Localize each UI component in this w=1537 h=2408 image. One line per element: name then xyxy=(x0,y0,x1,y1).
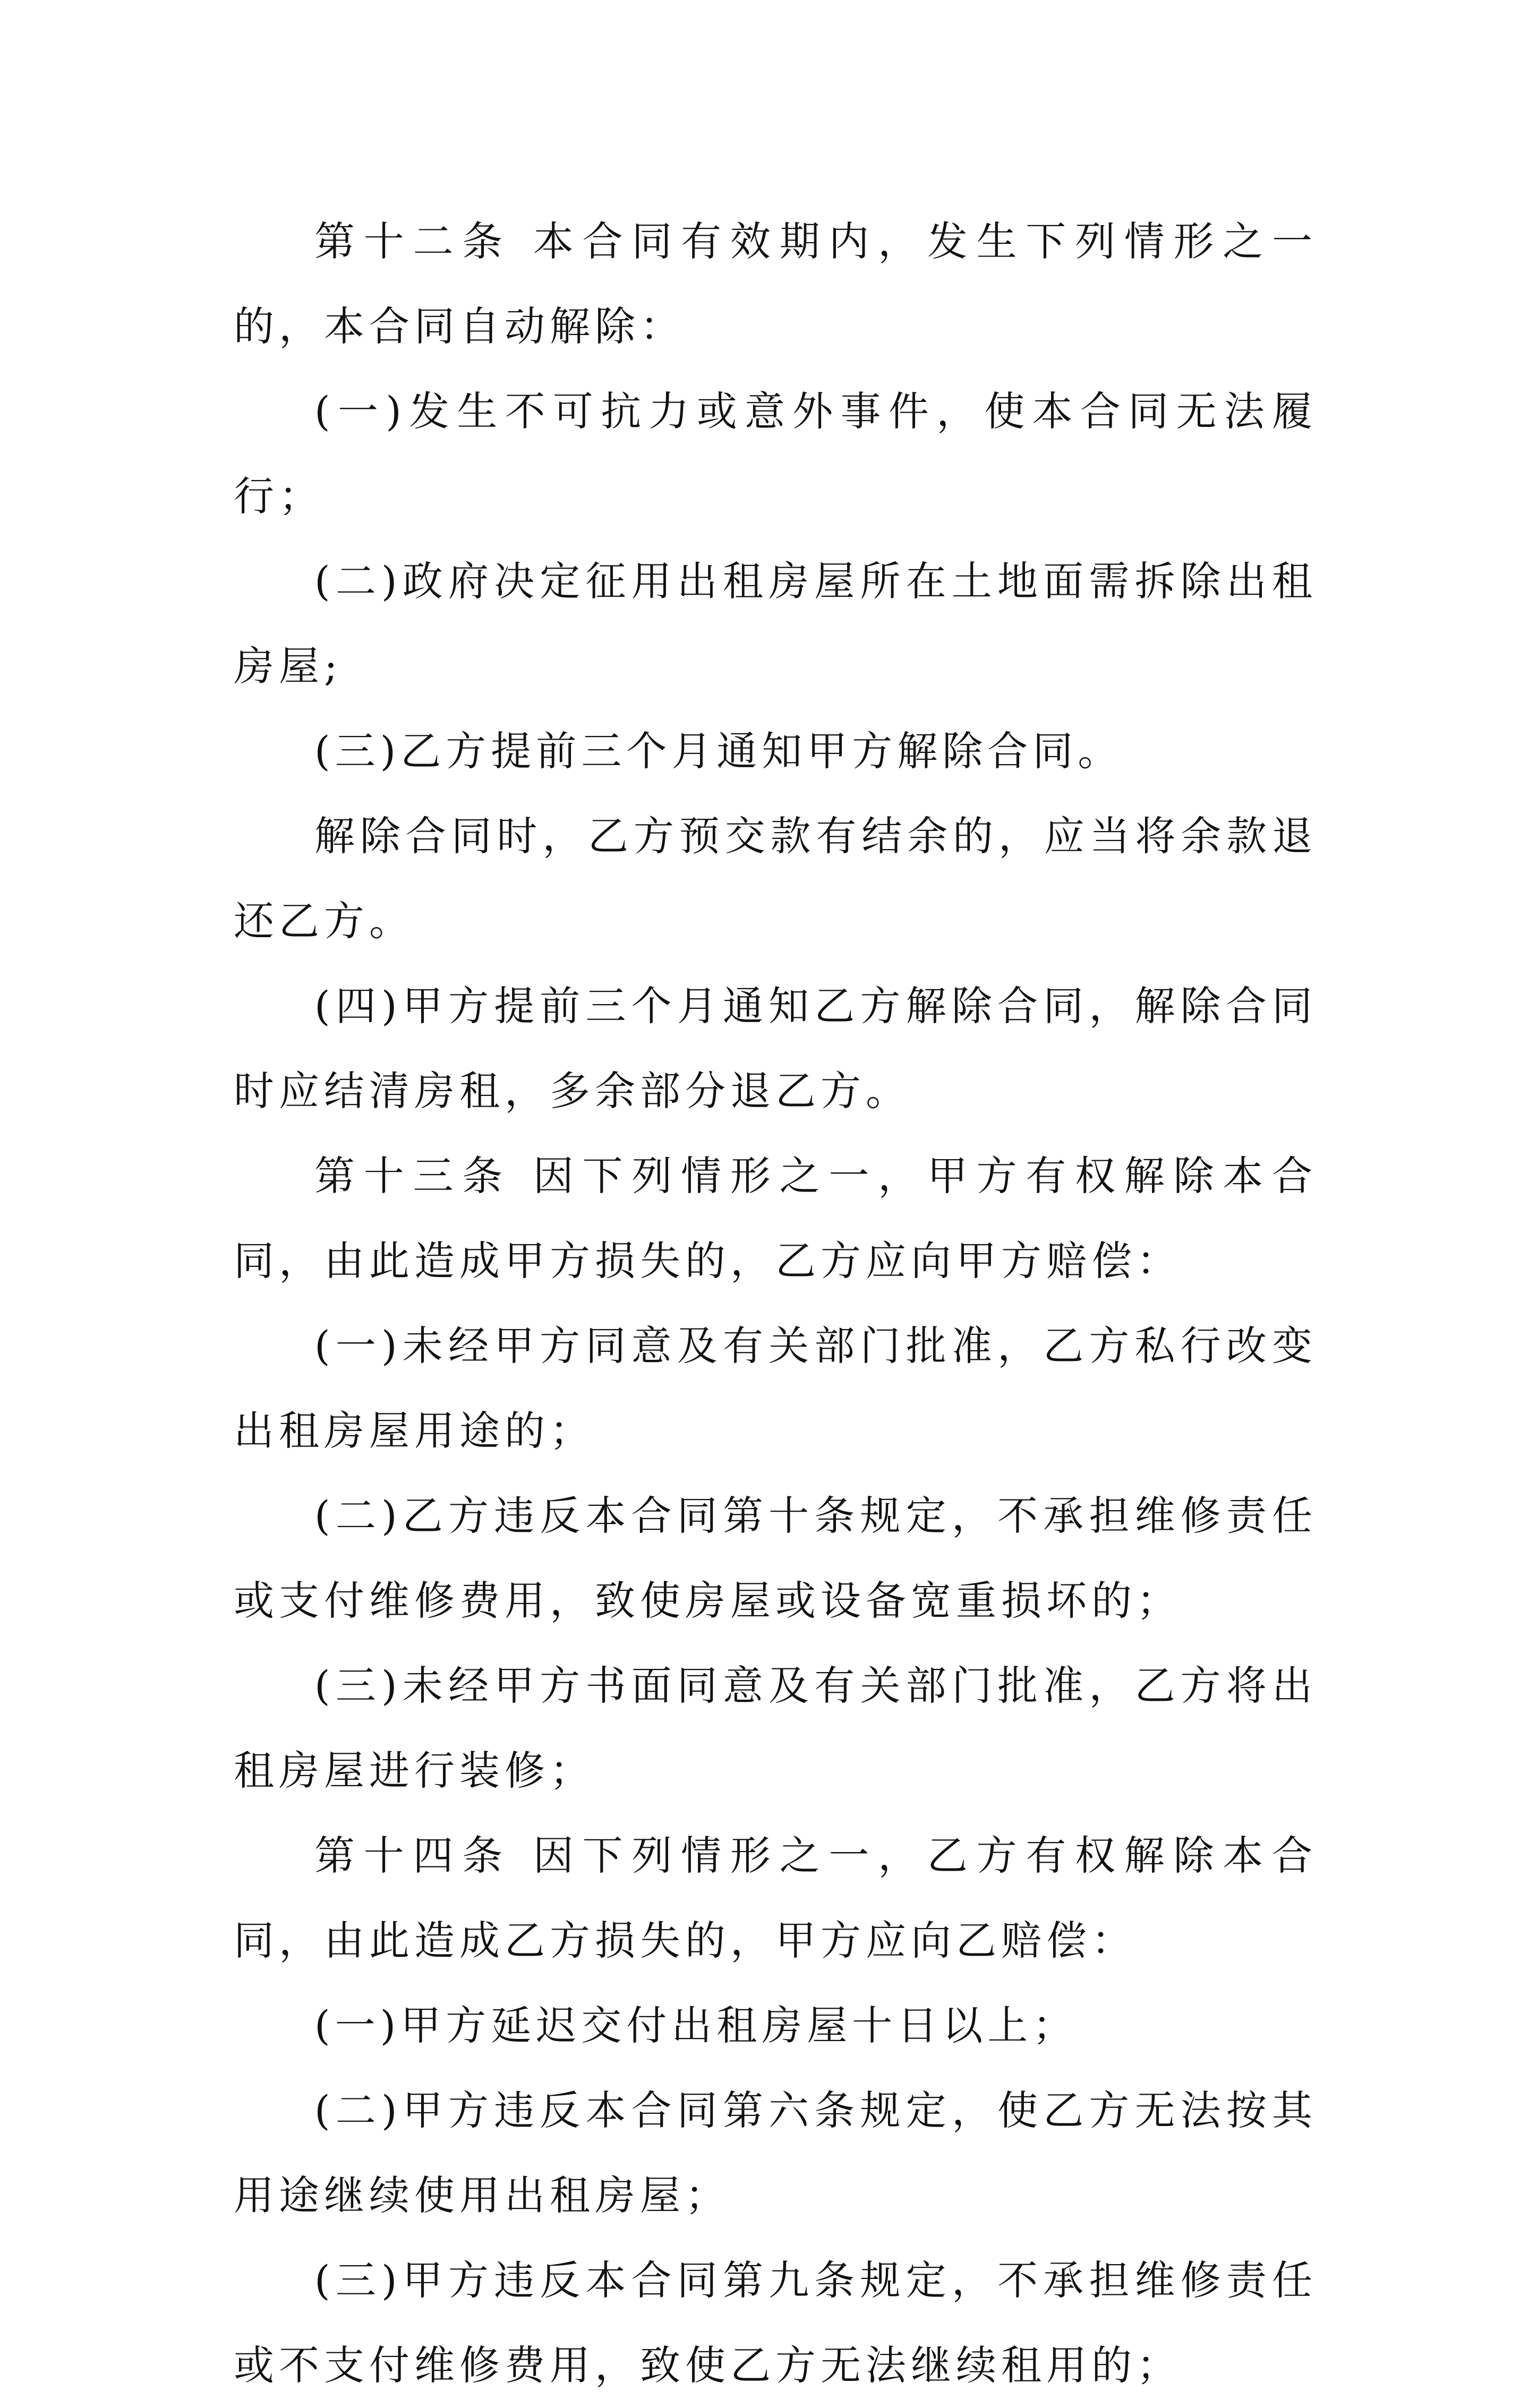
clause-14-item-1: (一)甲方延迟交付出租房屋十日以上； xyxy=(314,2002,1078,2049)
clause-13-item-3: (三)未经甲方书面同意及有关部门批准，乙方将出租房屋进行装修； xyxy=(234,1662,1317,1794)
clause-13-heading: 第十三条 因下列情形之一，甲方有权解除本合同，由此造成甲方损失的，乙方应向甲方赔偿： xyxy=(234,1152,1317,1284)
clause-14-item-2: (二)甲方违反本合同第六条规定，使乙方无法按其用途继续使用出租房屋； xyxy=(234,2087,1317,2219)
clause-12-refund-note: 解除合同时，乙方预交款有结余的，应当将余款退还乙方。 xyxy=(234,812,1317,945)
clause-12-item-4: (四)甲方提前三个月通知乙方解除合同，解除合同时应结清房租，多余部分退乙方。 xyxy=(234,982,1317,1115)
clause-12-item-2: (二)政府决定征用出租房屋所在土地面需拆除出租房屋; xyxy=(234,558,1317,690)
clause-13-item-2: (二)乙方违反本合同第十条规定，不承担维修责任或支付维修费用，致使房屋或设备宽重损坏的； xyxy=(234,1492,1317,1624)
clause-12-item-1: (一)发生不可抗力或意外事件，使本合同无法履行； xyxy=(234,388,1317,520)
contract-body xyxy=(234,199,1317,2408)
clause-12-heading: 第十二条 本合同有效期内，发生下列情形之一的，本合同自动解除： xyxy=(234,218,1317,350)
clause-13-item-1: (一)未经甲方同意及有关部门批准，乙方私行改变出租房屋用途的； xyxy=(234,1322,1317,1454)
clause-12-item-3: (三)乙方提前三个月通知甲方解除合同。 xyxy=(314,727,1123,775)
clause-14-item-3: (三)甲方违反本合同第九条规定，不承担维修责任或不支付维修费用，致使乙方无法继续租用的； xyxy=(234,2257,1317,2389)
clause-14-heading: 第十四条 因下列情形之一，乙方有权解除本合同，由此造成乙方损失的，甲方应向乙赔偿： xyxy=(234,1832,1317,1964)
